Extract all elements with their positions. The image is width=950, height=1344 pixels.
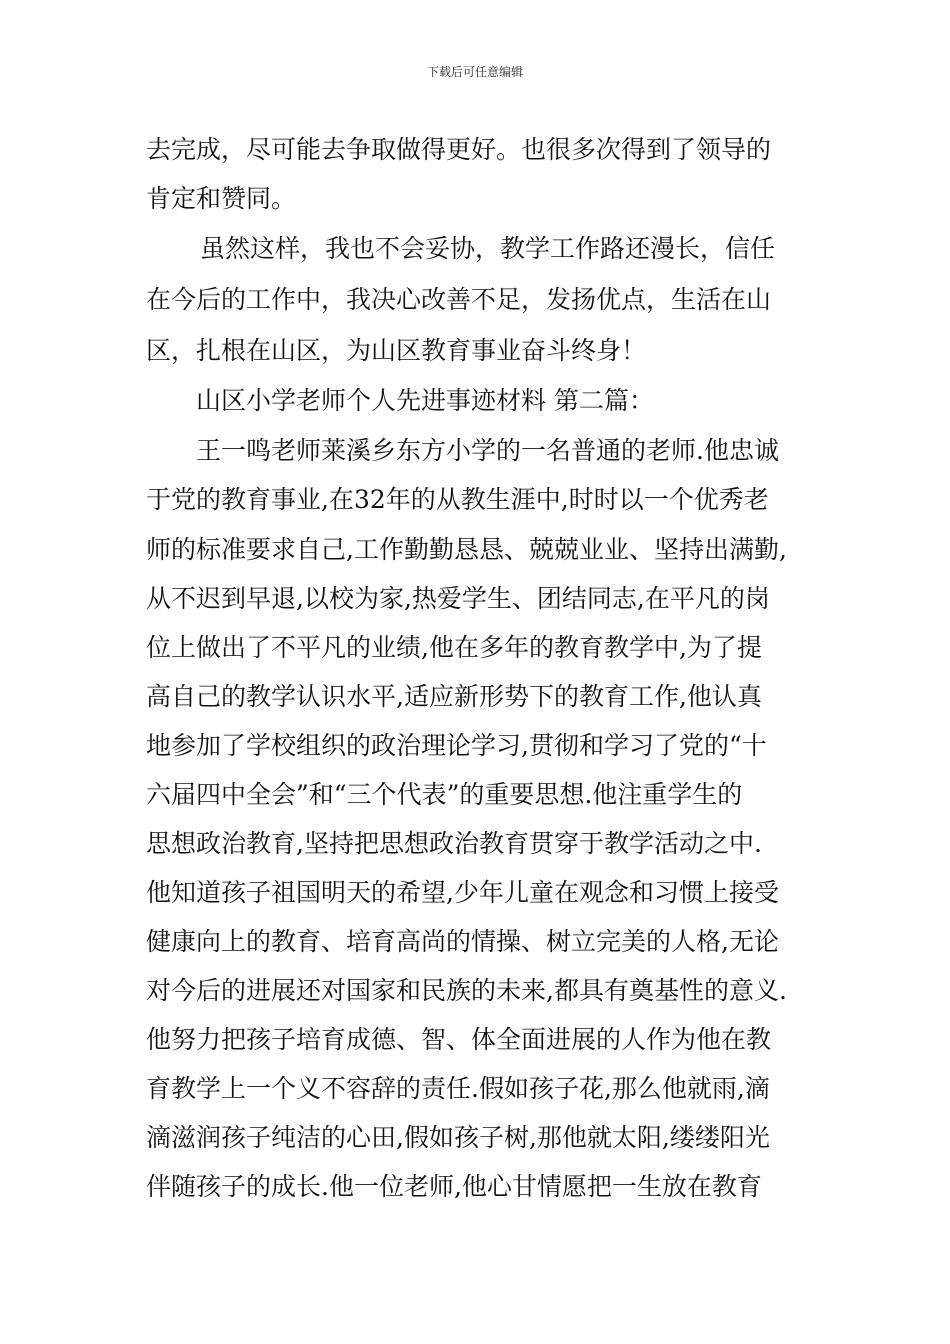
text-line: 位上做出了不平凡的业绩,他在多年的教育教学中,为了提 xyxy=(146,633,762,662)
page-header: 下载后可任意编辑 xyxy=(426,65,523,79)
text-line: 他知道孩子祖国明天的希望,少年儿童在观念和习惯上接受 xyxy=(146,878,779,907)
text-line: 伴随孩子的成长.他一位老师,他心甘情愿把一生放在教育 xyxy=(146,1172,762,1201)
text-line: 滴滋润孩子纯洁的心田,假如孩子树,那他就太阳,缕缕阳光 xyxy=(146,1123,770,1152)
text-line: 健康向上的教育、培育高尚的情操、树立完美的人格,无论 xyxy=(146,927,779,956)
text-line: 从不迟到早退,以校为家,热爱学生、团结同志,在平凡的岗 xyxy=(146,584,770,613)
text-line: 高自己的教学认识水平,适应新形势下的教育工作,他认真 xyxy=(146,682,762,711)
text-line: 在今后的工作中，我决心改善不足，发扬优点，生活在山 xyxy=(146,285,772,314)
paragraph-first-line: 王一鸣老师莱溪乡东方小学的一名普通的老师.他忠诚 xyxy=(196,436,779,465)
text-line: 地参加了学校组织的政治理论学习,贯彻和学习了党的“十 xyxy=(146,731,767,760)
text-line: 于党的教育事业,在32年的从教生涯中,时时以一个优秀老 xyxy=(146,485,769,514)
text-line: 区，扎根在山区，为山区教育事业奋斗终身！ xyxy=(146,336,647,365)
text-line: 育教学上一个义不容辞的责任.假如孩子花,那么他就雨,滴 xyxy=(146,1074,770,1103)
text-line: 师的标准要求自己,工作勤勤恳恳、兢兢业业、坚持出满勤, xyxy=(146,535,787,564)
paragraph-first-line: 虽然这样，我也不会妥协，教学工作路还漫长，信任 xyxy=(200,234,776,263)
text-line: 对今后的进展还对国家和民族的未来,都具有奠基性的意义. xyxy=(146,976,787,1005)
text-line: 六届四中全会”和“三个代表”的重要思想.他注重学生的 xyxy=(146,780,743,809)
text-line: 他努力把孩子培育成德、智、体全面进展的人作为他在教 xyxy=(146,1025,772,1054)
text-line: 去完成，尽可能去争取做得更好。也很多次得到了领导的 xyxy=(146,135,772,164)
text-line: 思想政治教育,坚持把思想政治教育贯穿于教学活动之中. xyxy=(146,829,762,858)
text-line: 肯定和赞同。 xyxy=(146,184,297,213)
section-heading: 山区小学老师个人先进事迹材料 第二篇： xyxy=(196,386,654,415)
